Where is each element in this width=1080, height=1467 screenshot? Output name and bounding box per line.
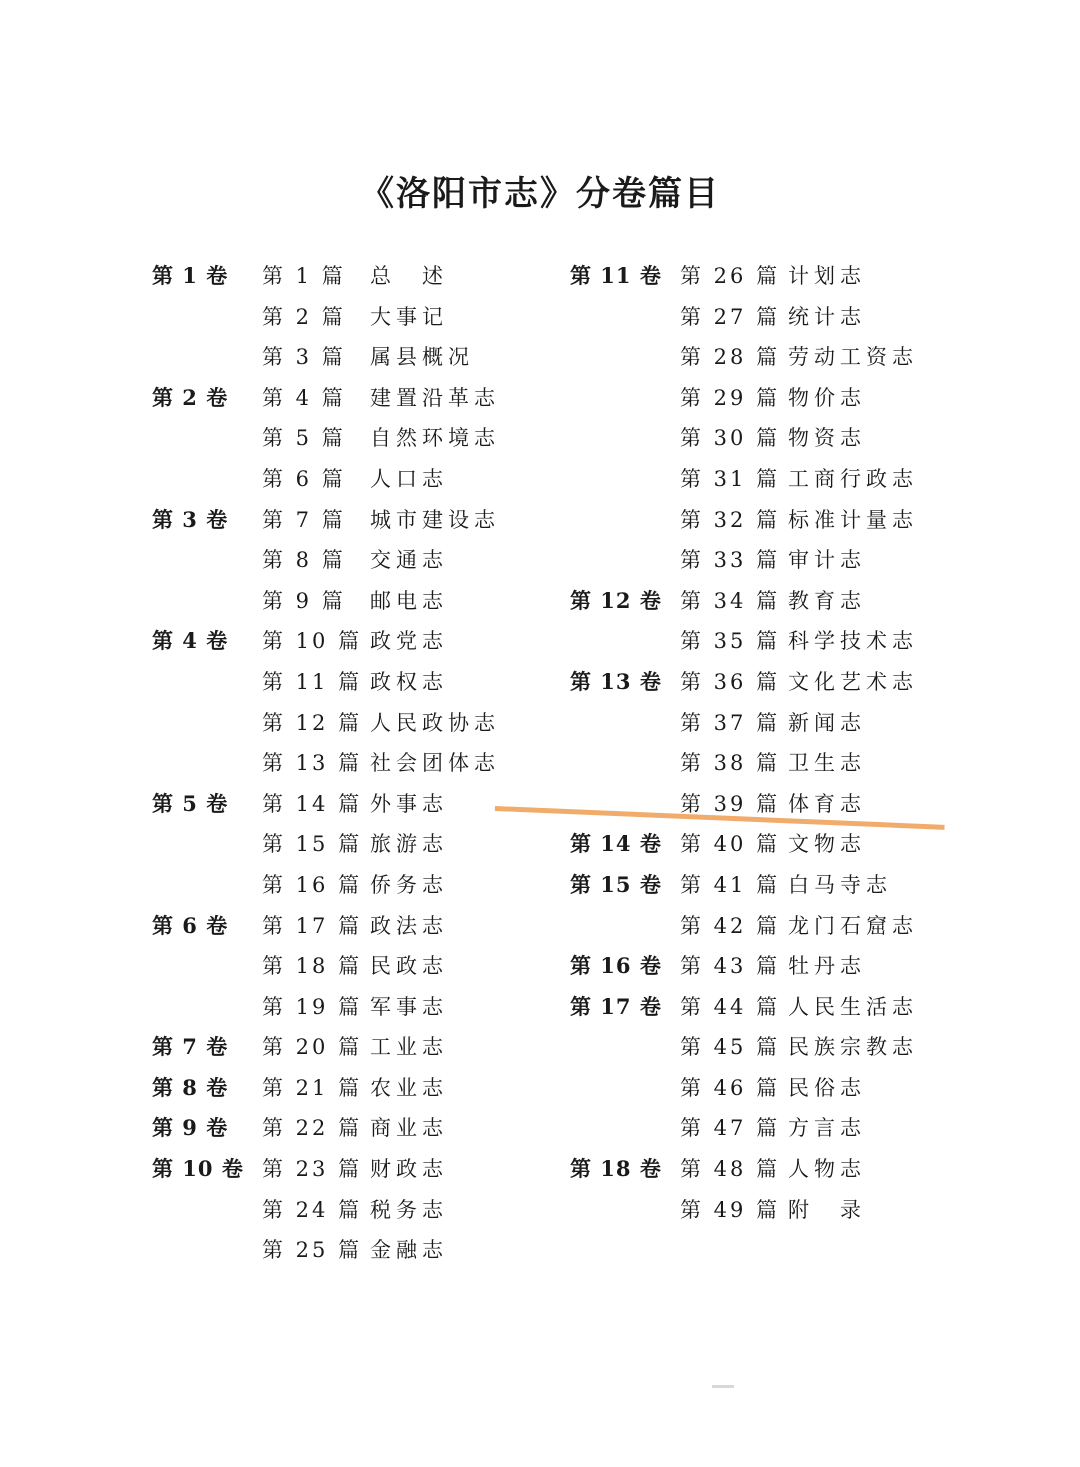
- section-label: 第 16 篇: [262, 872, 363, 897]
- section-name: 民政志: [370, 954, 448, 979]
- section-name: 属县概况: [370, 345, 474, 370]
- section-label: 第 5 篇: [262, 426, 346, 451]
- section-label: 第 27 篇: [680, 304, 781, 329]
- volume-label: 第 5 卷: [152, 790, 229, 816]
- section-name: 物价志: [788, 385, 866, 410]
- section-name: 民族宗教志: [788, 1035, 918, 1060]
- volume-label: 第 12 卷: [570, 587, 662, 613]
- section-label: 第 41 篇: [680, 872, 781, 897]
- section-name: 邮电志: [370, 588, 448, 613]
- section-name: 白马寺志: [788, 872, 892, 897]
- section-label: 第 23 篇: [262, 1157, 363, 1182]
- section-label: 第 1 篇: [262, 264, 346, 288]
- section-label: 第 26 篇: [680, 264, 781, 288]
- section-name: 教育志: [788, 588, 866, 613]
- section-label: 第 9 篇: [262, 588, 346, 613]
- volume-label: 第 15 卷: [570, 871, 662, 897]
- section-name: 体育志: [788, 791, 866, 816]
- section-label: 第 44 篇: [680, 994, 781, 1019]
- section-label: 第 42 篇: [680, 913, 781, 938]
- volume-label: 第 18 卷: [570, 1156, 662, 1182]
- section-name: 附 录: [788, 1197, 866, 1222]
- section-label: 第 47 篇: [680, 1116, 781, 1141]
- volume-label: 第 9 卷: [152, 1115, 229, 1141]
- section-name: 人民政协志: [370, 710, 500, 735]
- section-label: 第 25 篇: [262, 1238, 363, 1263]
- section-name: 方言志: [788, 1116, 866, 1141]
- section-name: 审计志: [788, 548, 866, 573]
- section-name: 计划志: [788, 264, 866, 288]
- section-label: 第 39 篇: [680, 791, 781, 816]
- volume-label: 第 8 卷: [152, 1074, 229, 1100]
- section-label: 第 14 篇: [262, 791, 363, 816]
- section-name: 政党志: [370, 629, 448, 654]
- section-label: 第 11 篇: [262, 669, 363, 694]
- section-label: 第 12 篇: [262, 710, 363, 735]
- section-label: 第 38 篇: [680, 751, 781, 776]
- section-label: 第 30 篇: [680, 426, 781, 451]
- section-name: 政法志: [370, 913, 448, 938]
- section-label: 第 7 篇: [262, 507, 346, 532]
- section-label: 第 29 篇: [680, 385, 781, 410]
- section-name: 税务志: [370, 1197, 448, 1222]
- volume-label: 第 11 卷: [570, 263, 662, 288]
- volume-label: 第 2 卷: [152, 384, 229, 410]
- section-name: 统计志: [788, 304, 866, 329]
- section-name: 城市建设志: [370, 507, 500, 532]
- volume-label: 第 17 卷: [570, 993, 662, 1019]
- section-label: 第 10 篇: [262, 629, 363, 654]
- section-name: 卫生志: [788, 751, 866, 776]
- page-title: 《洛阳市志》分卷篇目: [360, 174, 720, 214]
- section-label: 第 6 篇: [262, 466, 346, 491]
- volume-label: 第 7 卷: [152, 1034, 229, 1060]
- section-label: 第 20 篇: [262, 1035, 363, 1060]
- section-label: 第 13 篇: [262, 751, 363, 776]
- section-label: 第 33 篇: [680, 548, 781, 573]
- section-label: 第 45 篇: [680, 1035, 781, 1060]
- section-name: 旅游志: [370, 832, 448, 857]
- section-name: 金融志: [370, 1238, 448, 1263]
- volume-label: 第 10 卷: [152, 1156, 244, 1182]
- section-label: 第 24 篇: [262, 1197, 363, 1222]
- section-name: 总 述: [370, 264, 448, 288]
- section-label: 第 8 篇: [262, 548, 346, 573]
- section-name: 文化艺术志: [788, 669, 918, 694]
- section-label: 第 31 篇: [680, 466, 781, 491]
- section-label: 第 22 篇: [262, 1116, 363, 1141]
- section-label: 第 2 篇: [262, 304, 346, 329]
- section-label: 第 15 篇: [262, 832, 363, 857]
- section-label: 第 46 篇: [680, 1075, 781, 1100]
- section-name: 商业志: [370, 1116, 448, 1141]
- section-name: 文物志: [788, 832, 866, 857]
- volume-label: 第 6 卷: [152, 912, 229, 938]
- scan-smudge: [712, 1385, 734, 1388]
- section-name: 龙门石窟志: [788, 913, 918, 938]
- section-name: 交通志: [370, 548, 448, 573]
- volume-label: 第 14 卷: [570, 831, 662, 857]
- section-label: 第 37 篇: [680, 710, 781, 735]
- section-name: 建置沿革志: [370, 385, 500, 410]
- section-label: 第 48 篇: [680, 1157, 781, 1182]
- section-label: 第 28 篇: [680, 345, 781, 370]
- section-name: 物资志: [788, 426, 866, 451]
- section-name: 农业志: [370, 1075, 448, 1100]
- section-name: 财政志: [370, 1157, 448, 1182]
- section-label: 第 4 篇: [262, 385, 346, 410]
- section-label: 第 18 篇: [262, 954, 363, 979]
- volume-label: 第 3 卷: [152, 506, 229, 532]
- section-name: 新闻志: [788, 710, 866, 735]
- section-name: 工商行政志: [788, 466, 918, 491]
- volume-label: 第 13 卷: [570, 668, 662, 694]
- section-name: 自然环境志: [370, 426, 500, 451]
- section-name: 标准计量志: [788, 507, 918, 532]
- section-label: 第 19 篇: [262, 994, 363, 1019]
- section-label: 第 35 篇: [680, 629, 781, 654]
- section-label: 第 34 篇: [680, 588, 781, 613]
- volume-label: 第 1 卷: [152, 263, 229, 288]
- section-label: 第 32 篇: [680, 507, 781, 532]
- section-name: 牡丹志: [788, 954, 866, 979]
- section-label: 第 43 篇: [680, 954, 781, 979]
- section-name: 军事志: [370, 994, 448, 1019]
- section-name: 人物志: [788, 1157, 866, 1182]
- section-name: 科学技术志: [788, 629, 918, 654]
- section-name: 侨务志: [370, 872, 448, 897]
- section-label: 第 21 篇: [262, 1075, 363, 1100]
- section-name: 外事志: [370, 791, 448, 816]
- section-name: 工业志: [370, 1035, 448, 1060]
- section-name: 人民生活志: [788, 994, 918, 1019]
- section-name: 政权志: [370, 669, 448, 694]
- section-label: 第 49 篇: [680, 1197, 781, 1222]
- section-label: 第 36 篇: [680, 669, 781, 694]
- section-name: 民俗志: [788, 1075, 866, 1100]
- section-label: 第 40 篇: [680, 832, 781, 857]
- volume-label: 第 4 卷: [152, 628, 229, 654]
- section-label: 第 3 篇: [262, 345, 346, 370]
- section-name: 社会团体志: [370, 751, 500, 776]
- section-name: 劳动工资志: [788, 345, 918, 370]
- volume-label: 第 16 卷: [570, 953, 662, 979]
- section-name: 人口志: [370, 466, 448, 491]
- section-name: 大事记: [370, 304, 448, 329]
- section-label: 第 17 篇: [262, 913, 363, 938]
